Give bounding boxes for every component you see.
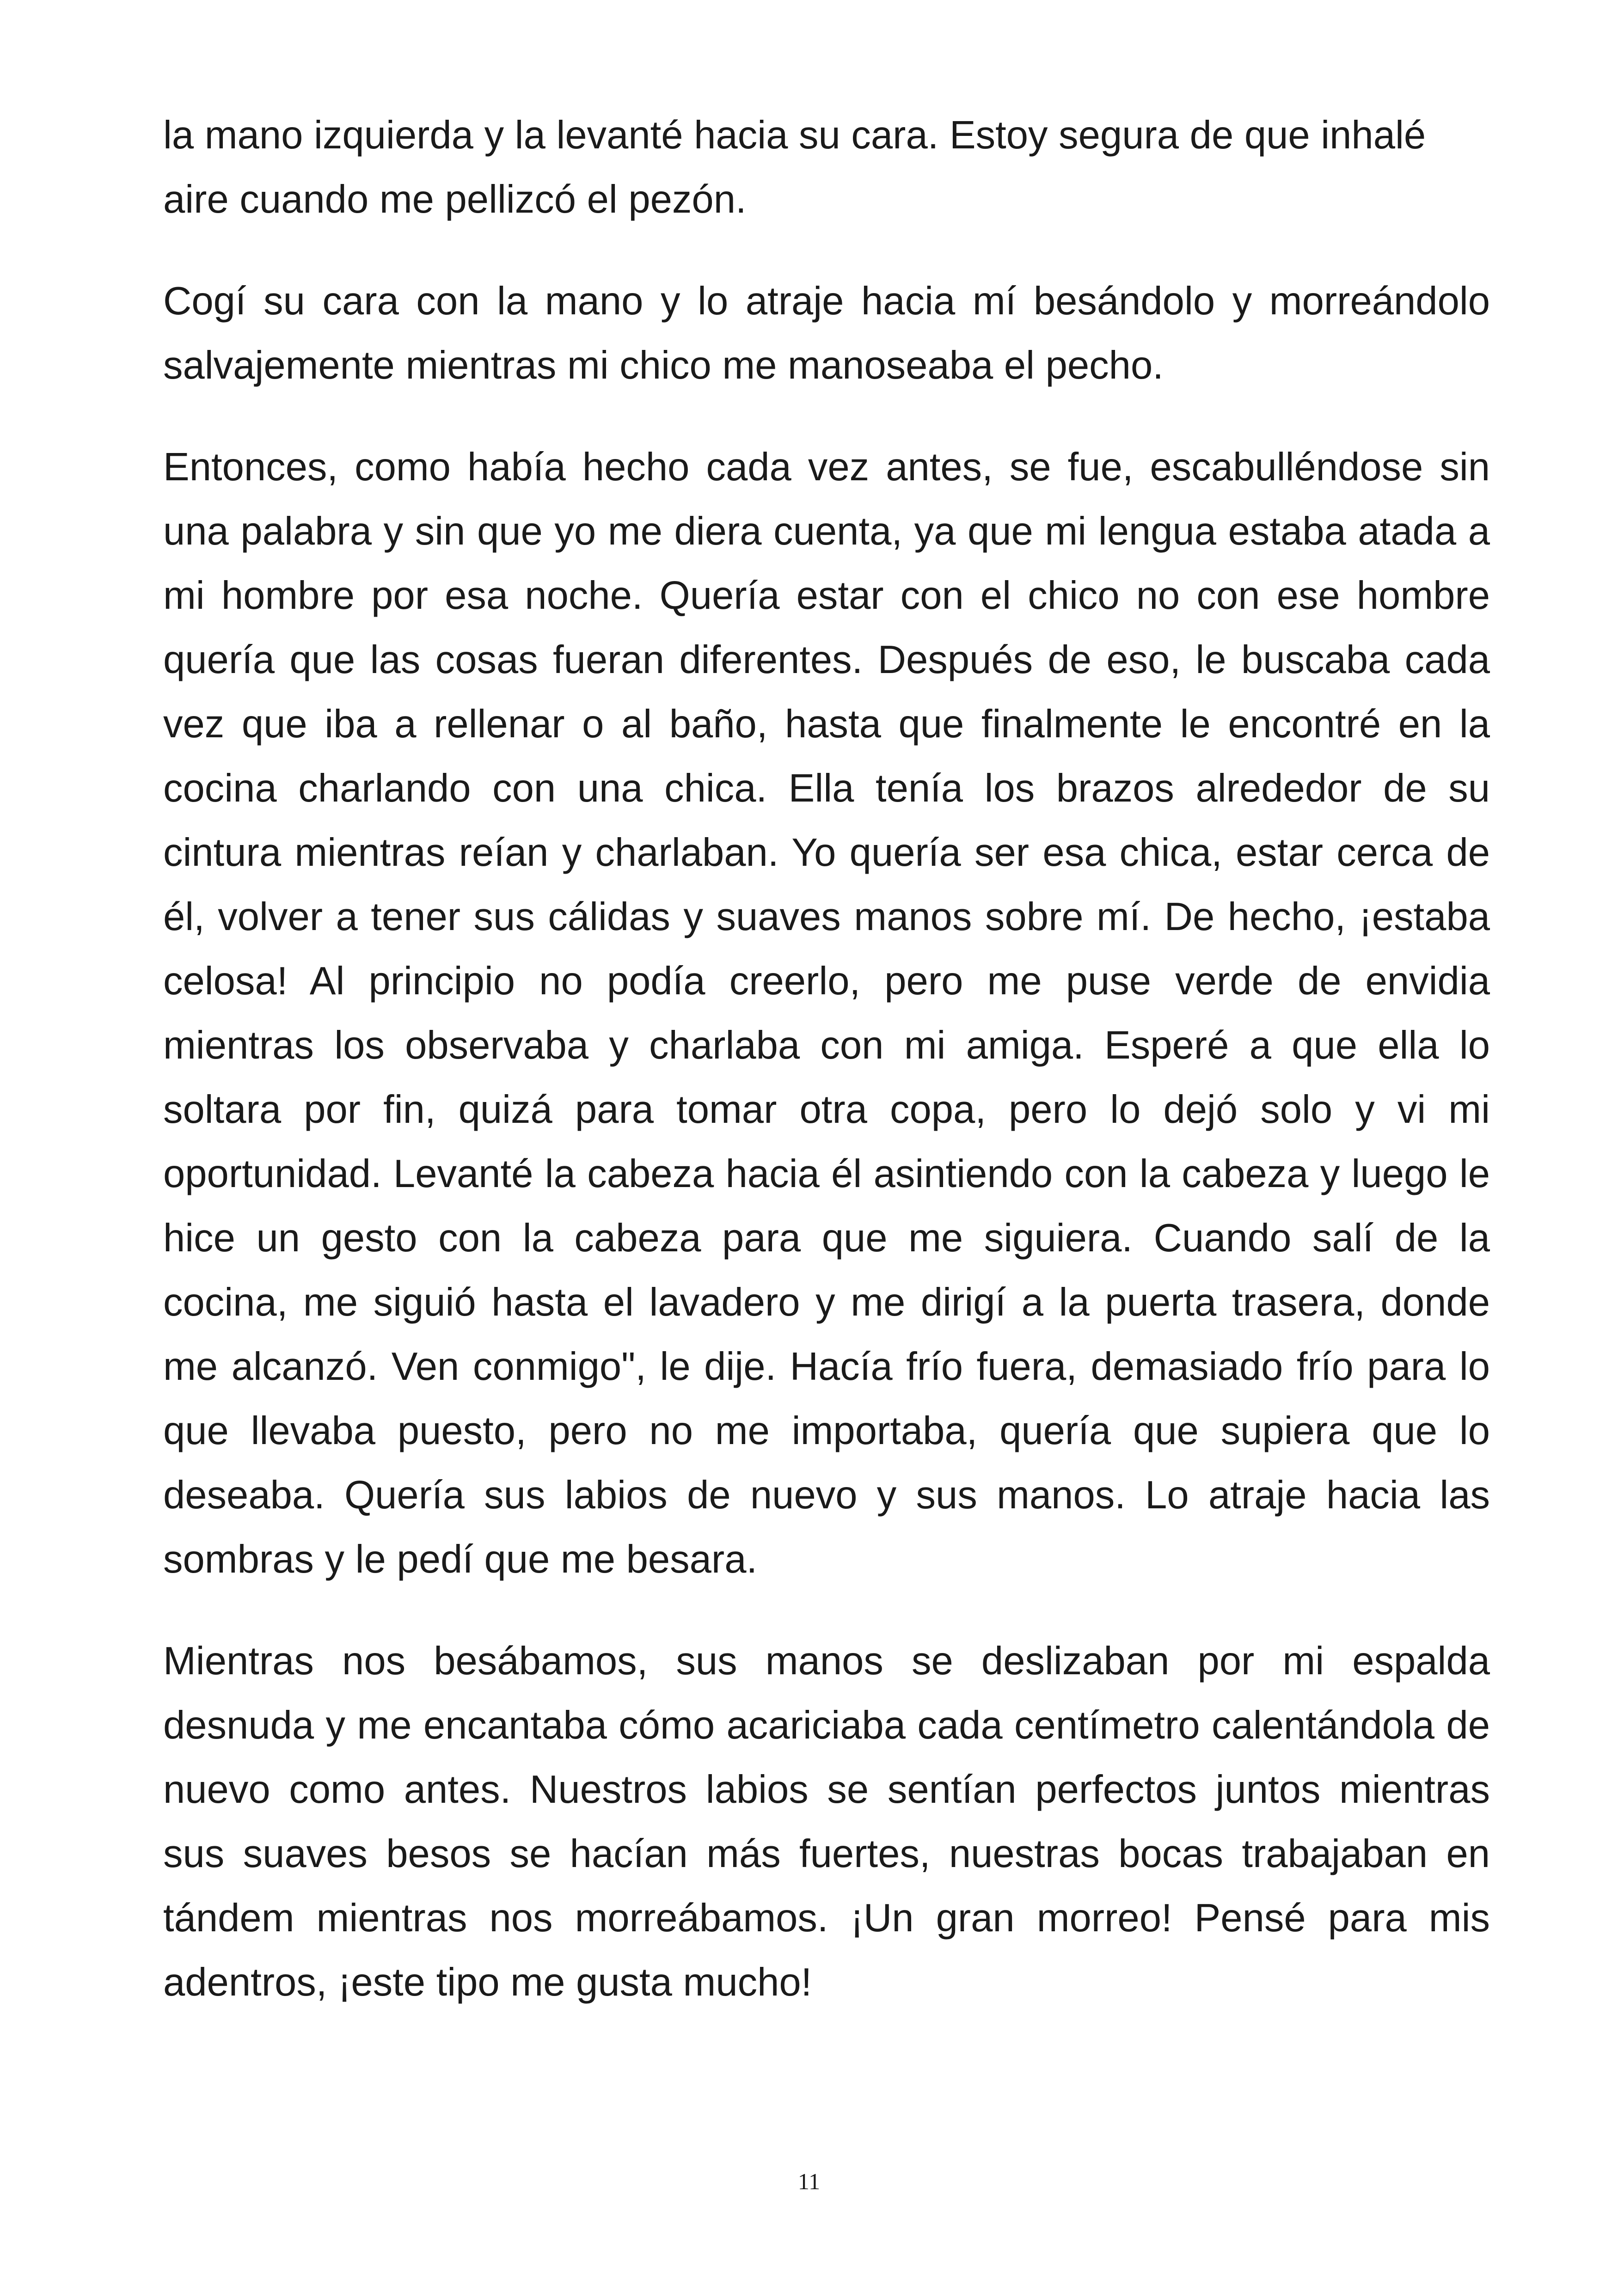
paragraph: Entonces, como había hecho cada vez antes, se fue, escabulléndose sin una palabra y sin que yo me diera cuenta, ya que mi lengua estaba atada a mi hombre por esa noche. Quería estar con el chico no con ese hombre quería que las cosas fueran diferentes. Después de eso, le buscaba cada vez que iba a rellenar o al baño, hasta que finalmente le encontré en la cocina charlando con una chica. Ella tenía los brazos alrededor de su cintura mientras reían y charlaban. Yo quería ser esa chica, estar cerca de él, volver a tener sus cálidas y suaves manos sobre mí. De hecho, ¡estaba celosa! Al principio no podía creerlo, pero me puse verde de envidia mientras los observaba y charlaba con mi amiga. Esperé a que ella lo soltara por fin, quizá para tomar otra copa, pero lo dejó solo y vi mi oportunidad. Levanté la cabeza hacia él asintiendo con la cabeza y luego le hice un gesto con la cabeza para que me siguiera. Cuando salí de la cocina, me siguió hasta el lavadero y me dirigí a la puerta trasera, donde me alcanzó. Ven conmigo", le dije. Hacía frío fuera, demasiado frío para lo que llevaba puesto, pero no me importaba, quería que supiera que lo deseaba. Quería sus labios de nuevo y sus manos. Lo atraje hacia las sombras y le pedí que me besara. [163, 445, 1490, 1581]
page-number: 11 [797, 2168, 821, 2194]
paragraph: Mientras nos besábamos, sus manos se deslizaban por mi espalda desnuda y me encantaba cómo acariciaba cada centímetro calentándola de nuevo como antes. Nuestros labios se sentían perfectos juntos mientras sus suaves besos se hacían más fuertes, nuestras bocas trabajaban en tándem mientras nos morreábamos. ¡Un gran morreo! Pensé para mis adentros, ¡este tipo me gusta mucho! [163, 1639, 1490, 2004]
paragraph: la mano izquierda y la levanté hacia su cara. Estoy segura de que inhalé aire cuando me pellizcó el pezón. [163, 113, 1426, 221]
paragraph: Cogí su cara con la mano y lo atraje hacia mí besándolo y morreándolo salvajemente mientras mi chico me manoseaba el pecho. [163, 279, 1490, 387]
body-text [163, 103, 1490, 2052]
